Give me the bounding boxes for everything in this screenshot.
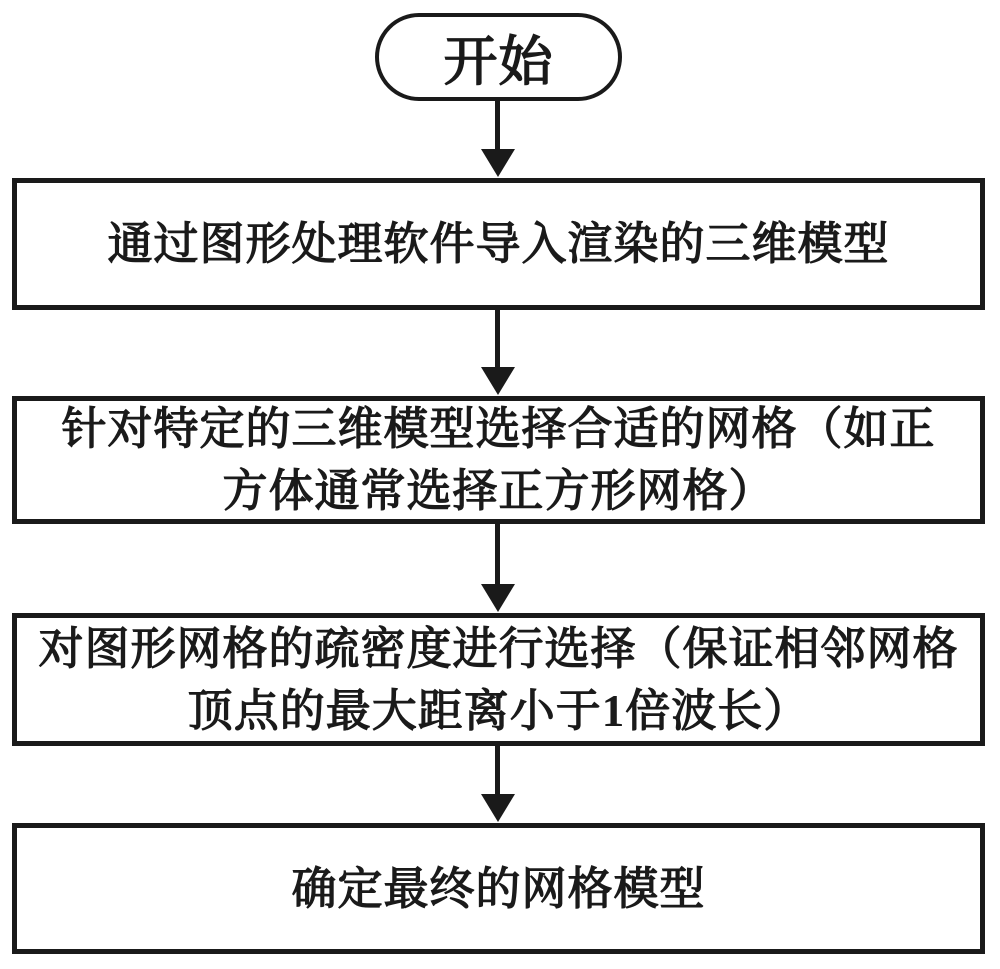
- process-step2-label: 针对特定的三维模型选择合适的网格（如正 方体通常选择正方形网格）: [61, 404, 936, 516]
- arrowhead-down-icon: [481, 584, 515, 612]
- process-step4-label: 确定最终的网格模型: [291, 863, 706, 914]
- start-terminal-label: 开始: [443, 31, 554, 92]
- process-box-step4: [12, 823, 985, 954]
- arrowhead-down-icon: [481, 367, 515, 395]
- process-box-step1: [12, 178, 985, 310]
- process-step1-label: 通过图形处理软件导入渲染的三维模型: [107, 219, 890, 269]
- process-step3-label: 对图形网格的疏密度进行选择（保证相邻网格 顶点的最大距离小于1倍波长）: [38, 623, 959, 736]
- start-terminal-node: [375, 13, 622, 101]
- process-box-step2: [12, 396, 985, 524]
- arrowhead-down-icon: [481, 794, 515, 822]
- arrow-line: [495, 100, 500, 150]
- arrow-line: [495, 524, 500, 585]
- arrow-line: [495, 746, 500, 795]
- arrow-line: [495, 310, 500, 368]
- process-box-step3: [12, 613, 985, 746]
- arrowhead-down-icon: [481, 149, 515, 177]
